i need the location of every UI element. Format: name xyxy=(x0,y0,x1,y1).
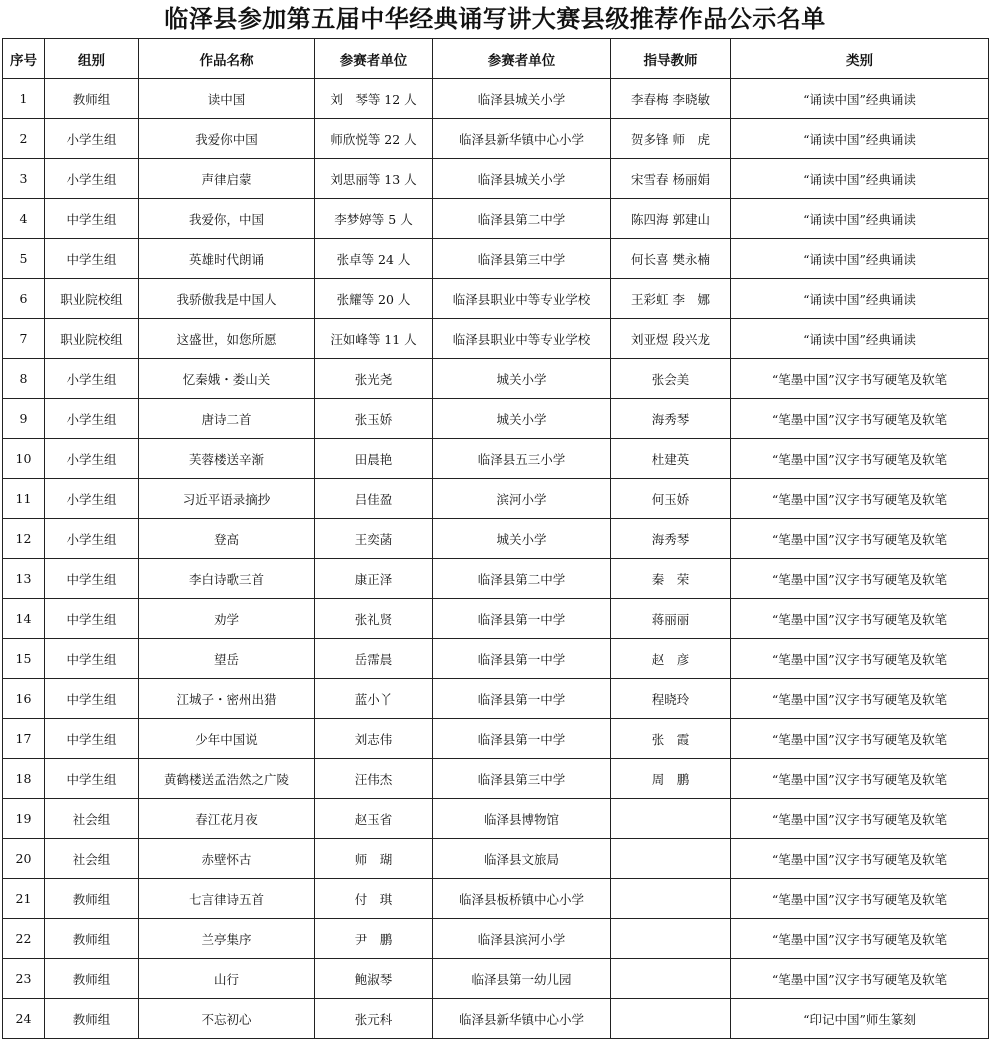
cell-work-title: 英雄时代朗诵 xyxy=(139,239,315,279)
cell-serial: 19 xyxy=(3,799,45,839)
cell-serial: 18 xyxy=(3,759,45,799)
cell-category: “笔墨中国”汉字书写硬笔及软笔 xyxy=(731,359,989,399)
cell-participant-unit: 临泽县城关小学 xyxy=(433,79,611,119)
cell-work-title: 山行 xyxy=(139,959,315,999)
cell-instructor: 陈四海 郭建山 xyxy=(611,199,731,239)
cell-serial: 17 xyxy=(3,719,45,759)
cell-work-title: 习近平语录摘抄 xyxy=(139,479,315,519)
table-row xyxy=(3,759,989,799)
cell-group: 中学生组 xyxy=(45,559,139,599)
cell-participant: 张卓等 24 人 xyxy=(315,239,433,279)
cell-participant: 刘志伟 xyxy=(315,719,433,759)
cell-category: “笔墨中国”汉字书写硬笔及软笔 xyxy=(731,559,989,599)
cell-category: “笔墨中国”汉字书写硬笔及软笔 xyxy=(731,519,989,559)
cell-work-title: 少年中国说 xyxy=(139,719,315,759)
cell-participant-unit: 城关小学 xyxy=(433,519,611,559)
cell-participant-unit: 临泽县职业中等专业学校 xyxy=(433,319,611,359)
cell-group: 中学生组 xyxy=(45,639,139,679)
cell-participant-unit: 临泽县第一中学 xyxy=(433,719,611,759)
cell-instructor xyxy=(611,999,731,1039)
cell-instructor: 周 鹏 xyxy=(611,759,731,799)
cell-participant: 赵玉省 xyxy=(315,799,433,839)
cell-serial: 9 xyxy=(3,399,45,439)
cell-serial: 21 xyxy=(3,879,45,919)
cell-category: “诵读中国”经典诵读 xyxy=(731,119,989,159)
cell-group: 小学生组 xyxy=(45,399,139,439)
cell-category: “笔墨中国”汉字书写硬笔及软笔 xyxy=(731,479,989,519)
cell-participant-unit: 临泽县新华镇中心小学 xyxy=(433,999,611,1039)
table-row xyxy=(3,639,989,679)
cell-instructor: 张 霞 xyxy=(611,719,731,759)
cell-participant: 岳霈晨 xyxy=(315,639,433,679)
cell-group: 中学生组 xyxy=(45,679,139,719)
cell-serial: 4 xyxy=(3,199,45,239)
cell-participant: 吕佳盈 xyxy=(315,479,433,519)
cell-serial: 14 xyxy=(3,599,45,639)
cell-instructor xyxy=(611,839,731,879)
table-row xyxy=(3,159,989,199)
table-row xyxy=(3,879,989,919)
cell-category: “印记中国”师生篆刻 xyxy=(731,999,989,1039)
table-row xyxy=(3,839,989,879)
cell-instructor: 何长喜 樊永楠 xyxy=(611,239,731,279)
table-row xyxy=(3,319,989,359)
cell-category: “笔墨中国”汉字书写硬笔及软笔 xyxy=(731,759,989,799)
cell-work-title: 我骄傲我是中国人 xyxy=(139,279,315,319)
table-row xyxy=(3,679,989,719)
cell-instructor: 赵 彦 xyxy=(611,639,731,679)
cell-instructor: 蒋丽丽 xyxy=(611,599,731,639)
cell-participant: 田晨艳 xyxy=(315,439,433,479)
cell-group: 教师组 xyxy=(45,79,139,119)
table-row xyxy=(3,199,989,239)
cell-instructor: 海秀琴 xyxy=(611,399,731,439)
cell-group: 小学生组 xyxy=(45,439,139,479)
cell-work-title: 劝学 xyxy=(139,599,315,639)
cell-category: “笔墨中国”汉字书写硬笔及软笔 xyxy=(731,799,989,839)
cell-participant-unit: 临泽县第二中学 xyxy=(433,559,611,599)
cell-serial: 11 xyxy=(3,479,45,519)
cell-participant: 康正泽 xyxy=(315,559,433,599)
cell-category: “笔墨中国”汉字书写硬笔及软笔 xyxy=(731,399,989,439)
cell-category: “笔墨中国”汉字书写硬笔及软笔 xyxy=(731,679,989,719)
cell-group: 中学生组 xyxy=(45,599,139,639)
cell-participant: 张玉娇 xyxy=(315,399,433,439)
cell-participant: 尹 鹏 xyxy=(315,919,433,959)
cell-group: 小学生组 xyxy=(45,479,139,519)
cell-group: 社会组 xyxy=(45,799,139,839)
cell-category: “笔墨中国”汉字书写硬笔及软笔 xyxy=(731,919,989,959)
cell-work-title: 读中国 xyxy=(139,79,315,119)
cell-category: “诵读中国”经典诵读 xyxy=(731,199,989,239)
cell-instructor: 贺多锋 师 虎 xyxy=(611,119,731,159)
header-cell-participant: 参赛者单位 xyxy=(315,39,433,79)
cell-serial: 23 xyxy=(3,959,45,999)
cell-group: 小学生组 xyxy=(45,359,139,399)
cell-serial: 7 xyxy=(3,319,45,359)
cell-participant-unit: 临泽县职业中等专业学校 xyxy=(433,279,611,319)
table-row xyxy=(3,719,989,759)
cell-instructor: 杜建英 xyxy=(611,439,731,479)
cell-participant: 师欣悦等 22 人 xyxy=(315,119,433,159)
cell-group: 职业院校组 xyxy=(45,319,139,359)
cell-work-title: 七言律诗五首 xyxy=(139,879,315,919)
cell-participant: 张耀等 20 人 xyxy=(315,279,433,319)
cell-category: “诵读中国”经典诵读 xyxy=(731,319,989,359)
cell-participant-unit: 临泽县板桥镇中心小学 xyxy=(433,879,611,919)
cell-serial: 24 xyxy=(3,999,45,1039)
cell-group: 教师组 xyxy=(45,959,139,999)
cell-participant: 张礼贤 xyxy=(315,599,433,639)
table-row xyxy=(3,279,989,319)
cell-participant-unit: 临泽县文旅局 xyxy=(433,839,611,879)
cell-participant-unit: 临泽县第三中学 xyxy=(433,759,611,799)
cell-work-title: 黄鹤楼送孟浩然之广陵 xyxy=(139,759,315,799)
table-row xyxy=(3,599,989,639)
cell-work-title: 这盛世，如您所愿 xyxy=(139,319,315,359)
cell-group: 教师组 xyxy=(45,919,139,959)
cell-instructor xyxy=(611,959,731,999)
cell-participant: 付 琪 xyxy=(315,879,433,919)
cell-participant: 鲍淑琴 xyxy=(315,959,433,999)
cell-instructor: 何玉娇 xyxy=(611,479,731,519)
cell-group: 小学生组 xyxy=(45,159,139,199)
cell-group: 社会组 xyxy=(45,839,139,879)
cell-participant-unit: 临泽县城关小学 xyxy=(433,159,611,199)
cell-instructor xyxy=(611,919,731,959)
cell-category: “诵读中国”经典诵读 xyxy=(731,79,989,119)
cell-category: “笔墨中国”汉字书写硬笔及软笔 xyxy=(731,599,989,639)
cell-serial: 15 xyxy=(3,639,45,679)
cell-instructor: 秦 荣 xyxy=(611,559,731,599)
cell-participant: 刘思丽等 13 人 xyxy=(315,159,433,199)
cell-category: “笔墨中国”汉字书写硬笔及软笔 xyxy=(731,959,989,999)
cell-instructor: 张会美 xyxy=(611,359,731,399)
cell-category: “诵读中国”经典诵读 xyxy=(731,239,989,279)
table-row xyxy=(3,959,989,999)
cell-serial: 5 xyxy=(3,239,45,279)
cell-participant-unit: 城关小学 xyxy=(433,359,611,399)
table-row xyxy=(3,999,989,1039)
cell-serial: 6 xyxy=(3,279,45,319)
cell-instructor: 刘亚煜 段兴龙 xyxy=(611,319,731,359)
cell-serial: 16 xyxy=(3,679,45,719)
cell-work-title: 登高 xyxy=(139,519,315,559)
cell-instructor xyxy=(611,799,731,839)
cell-serial: 22 xyxy=(3,919,45,959)
cell-category: “笔墨中国”汉字书写硬笔及软笔 xyxy=(731,639,989,679)
cell-serial: 12 xyxy=(3,519,45,559)
cell-group: 中学生组 xyxy=(45,199,139,239)
cell-participant: 王奕菡 xyxy=(315,519,433,559)
cell-group: 中学生组 xyxy=(45,759,139,799)
cell-work-title: 江城子・密州出猎 xyxy=(139,679,315,719)
cell-participant: 张元科 xyxy=(315,999,433,1039)
cell-serial: 20 xyxy=(3,839,45,879)
cell-work-title: 春江花月夜 xyxy=(139,799,315,839)
cell-participant-unit: 城关小学 xyxy=(433,399,611,439)
cell-work-title: 芙蓉楼送辛渐 xyxy=(139,439,315,479)
cell-work-title: 赤壁怀古 xyxy=(139,839,315,879)
cell-group: 中学生组 xyxy=(45,719,139,759)
cell-instructor: 海秀琴 xyxy=(611,519,731,559)
cell-work-title: 望岳 xyxy=(139,639,315,679)
table-row xyxy=(3,359,989,399)
cell-category: “笔墨中国”汉字书写硬笔及软笔 xyxy=(731,719,989,759)
header-cell-serial: 序号 xyxy=(3,39,45,79)
cell-category: “诵读中国”经典诵读 xyxy=(731,279,989,319)
cell-instructor: 程晓玲 xyxy=(611,679,731,719)
cell-instructor: 李春梅 李晓敏 xyxy=(611,79,731,119)
cell-group: 职业院校组 xyxy=(45,279,139,319)
header-cell-category: 类别 xyxy=(731,39,989,79)
table-row xyxy=(3,119,989,159)
cell-participant-unit: 临泽县第二中学 xyxy=(433,199,611,239)
cell-serial: 13 xyxy=(3,559,45,599)
table-row xyxy=(3,439,989,479)
cell-serial: 1 xyxy=(3,79,45,119)
table-row xyxy=(3,799,989,839)
table-row xyxy=(3,399,989,439)
cell-participant-unit: 临泽县新华镇中心小学 xyxy=(433,119,611,159)
cell-participant: 蓝小丫 xyxy=(315,679,433,719)
cell-category: “笔墨中国”汉字书写硬笔及软笔 xyxy=(731,439,989,479)
cell-participant: 张光尧 xyxy=(315,359,433,399)
cell-serial: 3 xyxy=(3,159,45,199)
cell-participant-unit: 临泽县第三中学 xyxy=(433,239,611,279)
cell-serial: 10 xyxy=(3,439,45,479)
header-cell-group: 组别 xyxy=(45,39,139,79)
cell-participant-unit: 临泽县第一中学 xyxy=(433,639,611,679)
cell-group: 小学生组 xyxy=(45,119,139,159)
cell-instructor xyxy=(611,879,731,919)
cell-participant-unit: 临泽县五三小学 xyxy=(433,439,611,479)
cell-participant: 李梦婷等 5 人 xyxy=(315,199,433,239)
cell-work-title: 兰亭集序 xyxy=(139,919,315,959)
cell-serial: 8 xyxy=(3,359,45,399)
cell-participant-unit: 临泽县第一中学 xyxy=(433,599,611,639)
cell-group: 小学生组 xyxy=(45,519,139,559)
table-row xyxy=(3,559,989,599)
cell-group: 教师组 xyxy=(45,999,139,1039)
cell-group: 教师组 xyxy=(45,879,139,919)
cell-participant-unit: 滨河小学 xyxy=(433,479,611,519)
table-row xyxy=(3,79,989,119)
table-header-row xyxy=(3,39,989,79)
document-title: 临泽县参加第五届中华经典诵写讲大赛县级推荐作品公示名单 xyxy=(164,5,826,33)
cell-participant: 汪伟杰 xyxy=(315,759,433,799)
cell-participant-unit: 临泽县第一幼儿园 xyxy=(433,959,611,999)
cell-participant-unit: 临泽县博物馆 xyxy=(433,799,611,839)
cell-work-title: 我爱你，中国 xyxy=(139,199,315,239)
header-cell-participant-unit: 参赛者单位 xyxy=(433,39,611,79)
table-row xyxy=(3,239,989,279)
cell-work-title: 忆秦娥・娄山关 xyxy=(139,359,315,399)
header-cell-instructor: 指导教师 xyxy=(611,39,731,79)
cell-category: “诵读中国”经典诵读 xyxy=(731,159,989,199)
header-cell-work-title: 作品名称 xyxy=(139,39,315,79)
table-body xyxy=(3,79,989,1039)
cell-serial: 2 xyxy=(3,119,45,159)
cell-category: “笔墨中国”汉字书写硬笔及软笔 xyxy=(731,879,989,919)
cell-participant-unit: 临泽县滨河小学 xyxy=(433,919,611,959)
nominee-table xyxy=(2,38,989,1039)
cell-work-title: 李白诗歌三首 xyxy=(139,559,315,599)
cell-work-title: 唐诗二首 xyxy=(139,399,315,439)
cell-work-title: 声律启蒙 xyxy=(139,159,315,199)
cell-instructor: 宋雪春 杨丽娟 xyxy=(611,159,731,199)
cell-work-title: 不忘初心 xyxy=(139,999,315,1039)
cell-participant: 刘 琴等 12 人 xyxy=(315,79,433,119)
cell-participant: 汪如峰等 11 人 xyxy=(315,319,433,359)
cell-category: “笔墨中国”汉字书写硬笔及软笔 xyxy=(731,839,989,879)
table-row xyxy=(3,919,989,959)
cell-work-title: 我爱你中国 xyxy=(139,119,315,159)
cell-group: 中学生组 xyxy=(45,239,139,279)
cell-participant-unit: 临泽县第一中学 xyxy=(433,679,611,719)
table-row xyxy=(3,479,989,519)
cell-participant: 师 瑚 xyxy=(315,839,433,879)
table-row xyxy=(3,519,989,559)
cell-instructor: 王彩虹 李 娜 xyxy=(611,279,731,319)
